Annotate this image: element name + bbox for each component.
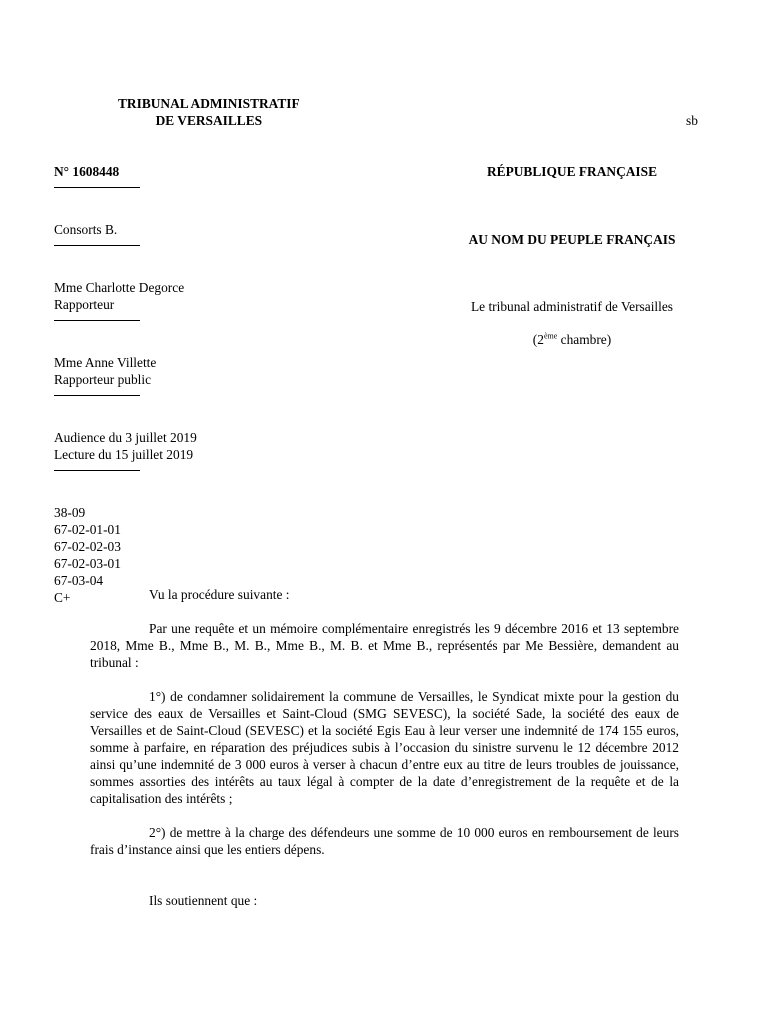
court-name-line2: DE VERSAILLES (155, 113, 263, 128)
classification-code: 38-09 (54, 505, 86, 520)
chamber-heading (452, 331, 692, 348)
separator (54, 395, 354, 412)
clerk-initials: sb (686, 113, 698, 128)
case-number: N° 1608448 (54, 164, 120, 179)
publication-code: C+ (54, 590, 71, 605)
classification-code: 67-03-04 (54, 573, 104, 588)
claim-2-paragraph: 2°) de mettre à la charge des défendeurs une somme de 10 000 euros en remboursement de leurs frais d’instance ainsi que les entiers dépens. (90, 825, 679, 857)
separator (54, 245, 354, 262)
classification-code: 67-02-02-03 (54, 539, 121, 554)
separator (54, 470, 354, 487)
rapporteur-role: Rapporteur (54, 297, 115, 312)
court-name (118, 95, 300, 129)
hearing-date: Audience du 3 juillet 2019 (54, 430, 197, 445)
chamber-suffix: chambre) (557, 332, 612, 347)
republic-heading: RÉPUBLIQUE FRANÇAISE (486, 164, 657, 179)
people-heading: AU NOM DU PEUPLE FRANÇAIS (468, 232, 676, 247)
claim-1-paragraph: 1°) de condamner solidairement la commune de Versailles, le Syndicat mixte pour la gestion du service des eaux de Versailles et Saint-Cloud (SMG SEVESC), la société Sade, la société des eaux de Versailles et de Saint-Cloud (SEVESC) et la société Egis Eau à leur verser une indemnité de 174 155 euros, somme à parfaire, en réparation des préjudices subis à l’occasion du sinistre survenu le 12 décembre 2012 ainsi qu’une indemnité de 3 000 euros à verser à chacun d’entre eux au titre de leurs troubles de jouissance, sommes assorties des intérêts au taux légal à compter de la date d’enregistrement de la requête et de la capitalisation des intérêts ; (90, 689, 679, 806)
judgment-body (90, 586, 679, 926)
parties: Consorts B. (54, 222, 118, 237)
rapporteur-name: Mme Charlotte Degorce (54, 280, 185, 295)
public-rapporteur-role: Rapporteur public (54, 372, 152, 387)
separator (54, 320, 354, 337)
chamber-ordinal: ème (543, 331, 558, 341)
tribunal-heading: Le tribunal administratif de Versailles (470, 299, 674, 314)
chamber-prefix: (2 (532, 332, 544, 347)
public-rapporteur-name: Mme Anne Villette (54, 355, 157, 370)
classification-code: 67-02-01-01 (54, 522, 121, 537)
arguments-intro: Ils soutiennent que : (149, 893, 258, 908)
reading-date: Lecture du 15 juillet 2019 (54, 447, 194, 462)
classification-code: 67-02-03-01 (54, 556, 121, 571)
court-name-line1: TRIBUNAL ADMINISTRATIF (118, 96, 300, 111)
procedure-intro: Vu la procédure suivante : (149, 587, 290, 602)
request-paragraph: Par une requête et un mémoire complémentaire enregistrés les 9 décembre 2016 et 13 septembre 2018, Mme B., Mme B., M. B., Mme B., M. B. et Mme B., représentés par Me Bessière, demandent au tribunal : (90, 621, 679, 670)
case-sidebar (54, 163, 354, 606)
separator (54, 187, 354, 204)
